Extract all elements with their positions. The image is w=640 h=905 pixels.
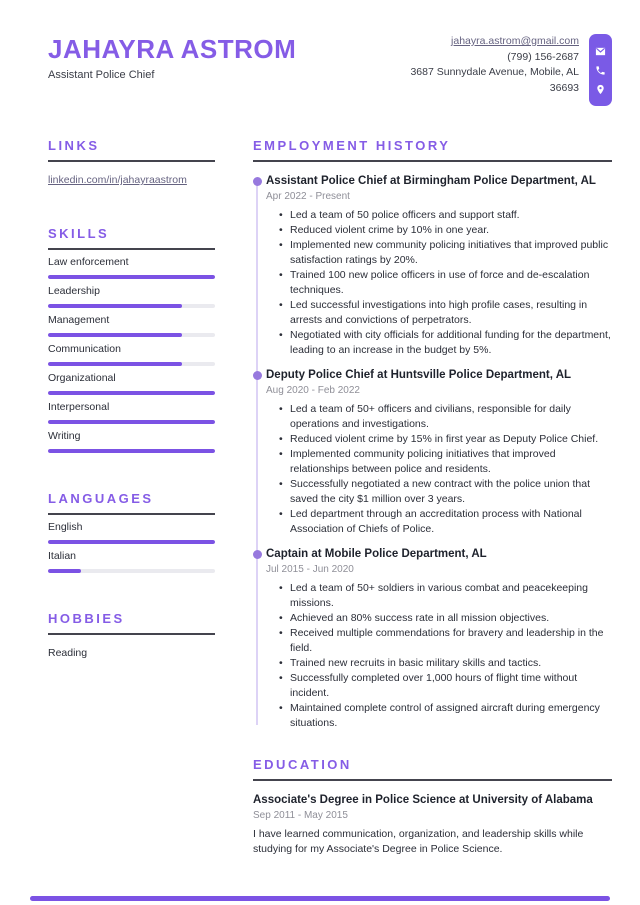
job-title: Assistant Police Chief at Birmingham Police Department, AL [266, 175, 596, 187]
skill-label: Leadership [48, 285, 100, 297]
skill-item [48, 372, 215, 395]
bullet-item: • Successfully completed over 1,000 hours of flight time without incident. [290, 671, 612, 701]
skill-label: Communication [48, 343, 121, 355]
skill-bar-track [48, 304, 215, 308]
skill-bar-fill [48, 275, 215, 279]
bullet-item: • Reduced violent crime by 10% in one year. [290, 223, 612, 238]
language-item [48, 521, 215, 544]
bullet-item: • Received multiple commendations for bravery and leadership in the field. [290, 626, 612, 656]
email-icon [595, 46, 606, 57]
language-bar-fill [48, 569, 81, 573]
skills-heading: SKILLS [48, 226, 215, 250]
skill-bar-fill [48, 420, 215, 424]
job-title: Deputy Police Chief at Huntsville Police Department, AL [266, 369, 572, 381]
job-dates: Jul 2015 - Jun 2020 [266, 564, 354, 575]
job-bullets [266, 581, 612, 731]
bottom-accent-bar [30, 896, 610, 901]
timeline-dot [253, 371, 262, 380]
bullet-item: • Achieved an 80% success rate in all mission objectives. [290, 611, 612, 626]
skill-item [48, 401, 215, 424]
hobbies-heading: HOBBIES [48, 611, 215, 635]
skill-item [48, 430, 215, 453]
bullet-item: • Led a team of 50+ officers and civilians, responsible for daily operations and investigations. [290, 402, 612, 432]
job-bullets [266, 208, 612, 358]
education-dates: Sep 2011 - May 2015 [253, 810, 348, 821]
skill-bar-fill [48, 391, 215, 395]
skill-bar-fill [48, 304, 182, 308]
skill-item [48, 256, 215, 279]
sidebar [48, 138, 215, 857]
languages-section [48, 491, 215, 573]
bullet-item: • Trained 100 new police officers in use of force and de-escalation techniques. [290, 268, 612, 298]
bullet-item: • Trained new recruits in basic military skills and tactics. [290, 656, 612, 671]
linkedin-link[interactable]: linkedin.com/in/jahayraastrom [48, 174, 187, 186]
phone-icon [595, 65, 606, 76]
location-pin-icon [595, 84, 606, 95]
bullet-item: • Led a team of 50 police officers and support staff. [290, 208, 612, 223]
employment-section [253, 138, 612, 731]
job-entry [266, 368, 612, 537]
job-dates: Aug 2020 - Feb 2022 [266, 385, 360, 396]
address-text: 3687 Sunnydale Avenue, Mobile, AL 36693 [410, 66, 579, 94]
language-item [48, 550, 215, 573]
skill-bar-track [48, 420, 215, 424]
resume-header [48, 34, 612, 106]
language-label: Italian [48, 550, 77, 562]
language-bar-fill [48, 540, 215, 544]
bullet-item: • Implemented community policing initiatives that improved relationships between police and residents. [290, 447, 612, 477]
skill-bar-track [48, 362, 215, 366]
job-entry [266, 174, 612, 358]
candidate-name: JAHAYRA ASTROM [48, 34, 297, 64]
skill-bar-track [48, 449, 215, 453]
bullet-item: • Led successful investigations into high profile cases, resulting in arrests and convictions of perpetrators. [290, 298, 612, 328]
skill-label: Law enforcement [48, 256, 129, 268]
bullet-item: • Led department through an accreditation process with National Association of Chiefs of Police. [290, 507, 612, 537]
phone-number: (799) 156-2687 [507, 50, 579, 63]
language-label: English [48, 521, 83, 533]
job-title: Captain at Mobile Police Department, AL [266, 548, 487, 560]
job-dates: Apr 2022 - Present [266, 191, 350, 202]
skill-item [48, 314, 215, 337]
bullet-item: • Led a team of 50+ soldiers in various combat and peacekeeping missions. [290, 581, 612, 611]
language-bar-track [48, 540, 215, 544]
language-bar-track [48, 569, 215, 573]
education-heading: EDUCATION [253, 757, 612, 781]
skill-label: Writing [48, 430, 81, 442]
contact-details [397, 34, 579, 106]
employment-timeline [253, 174, 612, 731]
identity-block [48, 34, 296, 81]
bullet-item: • Successfully negotiated a new contract with the police union that saved the city $1 million over 3 years. [290, 477, 612, 507]
skill-item [48, 285, 215, 308]
links-section [48, 138, 215, 188]
skill-label: Organizational [48, 372, 116, 384]
content-columns [48, 138, 612, 857]
skill-bar-track [48, 333, 215, 337]
timeline-dot [253, 177, 262, 186]
skill-bar-track [48, 391, 215, 395]
job-entry [266, 547, 612, 731]
skill-bar-track [48, 275, 215, 279]
bullet-item: • Maintained complete control of assigned aircraft during emergency situations. [290, 701, 612, 731]
contact-icon-pill [589, 34, 612, 106]
main-column [253, 138, 612, 857]
languages-heading: LANGUAGES [48, 491, 215, 515]
education-description: I have learned communication, organization, and leadership skills while studying for my Associate's Degree in Police Science. [253, 828, 584, 855]
skill-label: Management [48, 314, 110, 326]
degree-title: Associate's Degree in Police Science at University of Alabama [253, 794, 593, 806]
job-bullets [266, 402, 612, 537]
skill-bar-fill [48, 449, 215, 453]
candidate-job-title: Assistant Police Chief [48, 69, 155, 81]
links-heading: LINKS [48, 138, 215, 162]
education-section [253, 757, 612, 857]
bullet-item: • Reduced violent crime by 15% in first year as Deputy Police Chief. [290, 432, 612, 447]
bullet-item: • Implemented new community policing initiatives that improved public satisfaction ratings by 20%. [290, 238, 612, 268]
employment-heading: EMPLOYMENT HISTORY [253, 138, 612, 162]
contact-block [397, 34, 612, 106]
skill-bar-fill [48, 333, 182, 337]
bullet-item: • Negotiated with city officials for additional funding for the department, leading to an increase in the budget by 5%. [290, 328, 612, 358]
education-entry [253, 793, 612, 857]
hobby-text: Reading [48, 647, 88, 659]
timeline-dot [253, 550, 262, 559]
skill-item [48, 343, 215, 366]
skill-label: Interpersonal [48, 401, 110, 413]
skills-section [48, 226, 215, 453]
hobbies-section [48, 611, 215, 659]
skill-bar-fill [48, 362, 182, 366]
email-link[interactable]: jahayra.astrom@gmail.com [451, 35, 579, 47]
